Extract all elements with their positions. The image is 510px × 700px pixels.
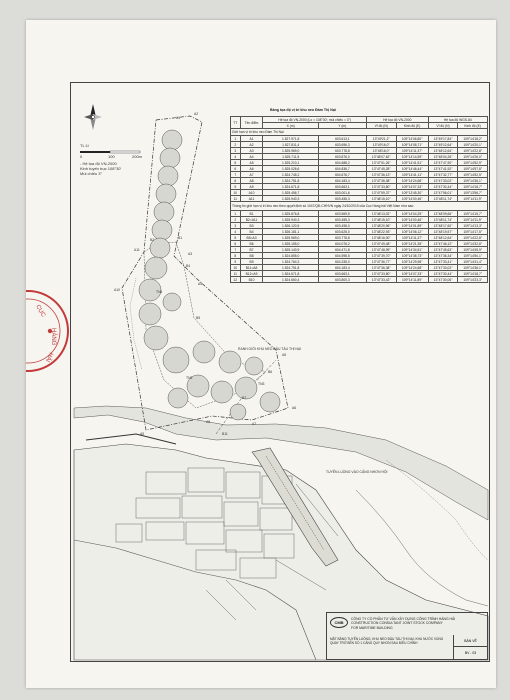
- table-cell: 109°14'22,8": [458, 148, 488, 154]
- table-cell: 13°48'15,10": [366, 217, 396, 223]
- table-cell: 13°49'21,2": [366, 136, 396, 142]
- table-cell: 109°14'20,1": [458, 142, 488, 148]
- table-cell: 109°14'23,3": [458, 277, 488, 283]
- company-line-2: CONSTRUCTION CONSULTANT JOINT STOCK COMPANY: [351, 621, 443, 626]
- table-title: Bảng tọa độ vị trí khu neo Đầm Thị Nại: [270, 108, 336, 112]
- table-cell: 109°14'52,5": [458, 172, 488, 178]
- table-cell: 109°14'01,89": [396, 223, 428, 229]
- table-cell: B12=A9: [240, 271, 263, 277]
- sheet-box: [453, 635, 487, 659]
- point-tn2: TN2: [186, 376, 193, 380]
- table-cell: 13°47'47,90": [428, 160, 458, 166]
- table-cell: 109°14'41,4": [458, 259, 488, 265]
- table-cell: 13°47'56,01": [428, 190, 458, 196]
- point-b1: B1: [178, 236, 183, 240]
- table-cell: 13°47'30,44": [428, 271, 458, 277]
- table-cell: 109°14'11,37": [396, 148, 428, 154]
- coordinate-table: [230, 116, 488, 283]
- table-cell: 4: [231, 229, 241, 235]
- point-a6: A6: [292, 406, 297, 410]
- table-cell: 603.778,8: [318, 235, 366, 241]
- table-cell: B3: [240, 223, 263, 229]
- table-cell: 109°14'52,9": [458, 160, 488, 166]
- table-cell: 13°47'30,06": [428, 277, 458, 283]
- table-cell: 8: [231, 178, 241, 184]
- table-cell: 2: [231, 142, 241, 148]
- table-cell: 109°14'11,9": [458, 196, 488, 202]
- scale-label-200: 200m: [132, 154, 143, 159]
- company-line-1: CÔNG TY CỔ PHẦN TƯ VẤN XÂY DỰNG CÔNG TRÌNH HÀNG HẢI: [351, 617, 456, 621]
- table-cell: 13°47'46,12": [428, 241, 458, 247]
- th-lat-1: Vĩ độ (N): [366, 123, 396, 129]
- table-cell: 109°13'45,30": [396, 190, 428, 196]
- sheet-number: BV - 03: [464, 651, 477, 655]
- table-cell: 13°48'11,74": [428, 196, 458, 202]
- table-cell: 13°48'04,26": [428, 154, 458, 160]
- table-cell: 603.569,5: [318, 211, 366, 217]
- table-cell: 13°47'36,77": [366, 259, 396, 265]
- table-cell: 13°47'36,34": [428, 253, 458, 259]
- table-cell: B4: [240, 229, 263, 235]
- table-cell: 13°47'59,37": [366, 190, 396, 196]
- boundary-label-c: TUYẾN LUỒNG VÀO CẢNG NHƠN HỘI: [326, 470, 388, 474]
- sheet-label: BẢN VẼ: [454, 635, 487, 647]
- company-line-3: FOR MARITIME BUILDING: [351, 625, 393, 630]
- table-cell: 13°47'33,80": [366, 184, 396, 190]
- table-cell: A11: [240, 196, 263, 202]
- table-cell: 13°47'33,02": [428, 265, 458, 271]
- legend-note-2: Kinh tuyến trục 108°30': [80, 166, 122, 171]
- table-cell: A8: [240, 178, 263, 184]
- table-cell: A1: [240, 136, 263, 142]
- table-cell: 604.836,7: [318, 166, 366, 172]
- boundary-label-a: RANH GIỚI KHU NEO ĐẬU TÀU THỊ NẠI: [238, 347, 302, 351]
- table-cell: B1: [240, 211, 263, 217]
- breakwater: [86, 434, 176, 444]
- table-cell: 604.676,7: [318, 172, 366, 178]
- table-cell: 1: [231, 211, 241, 217]
- table-cell: 109°14'04,25": [396, 211, 428, 217]
- table-cell: B9: [240, 259, 263, 265]
- table-cell: 109°14'14,59": [396, 154, 428, 160]
- point-b2: B2: [150, 238, 155, 242]
- table-cell: 1.524.671,8: [263, 184, 318, 190]
- table-cell: 13°48'16,0": [366, 148, 396, 154]
- table-cell: 1.524.671,8: [263, 271, 318, 277]
- table-cell: 1.525.026,6: [263, 166, 318, 172]
- point-b4: B4: [186, 264, 191, 268]
- scale-ratio: TL:1/: [80, 143, 90, 148]
- table-cell: 1.526.181,1: [263, 229, 318, 235]
- point-a2: A2: [194, 112, 199, 116]
- table-cell: 603.663,1: [318, 271, 366, 277]
- point-a10: A10: [114, 288, 121, 292]
- table-cell: 603.498,0: [318, 223, 366, 229]
- svg-text:CỤC: CỤC: [34, 304, 46, 319]
- point-tn1: TN1: [156, 290, 163, 294]
- table-cell: 109°14'21,35": [396, 241, 428, 247]
- table-cell: B2=A11: [240, 217, 263, 223]
- th-lat-2: Vĩ độ (N): [428, 123, 458, 129]
- table-cell: 603.876,0: [318, 154, 366, 160]
- project-title: MẶT BẰNG TUYẾN LUỒNG, KHU NEO ĐẬU TÀU THỊ NẠI, KHU NƯỚC VÙNG QUAY TRỞ BẾN SỐ 1 CẢNG QUY NHƠN SAU ĐIỀU CHỈNH: [330, 637, 444, 646]
- table-cell: 5: [231, 160, 241, 166]
- table-cell: 1: [231, 136, 241, 142]
- document-sheet: [26, 20, 496, 688]
- table-cell: 603.696,3: [318, 142, 366, 148]
- table-cell: A6: [240, 166, 263, 172]
- table-cell: 13°49'16,0": [366, 142, 396, 148]
- table-cell: 109°14'07,33": [396, 271, 428, 277]
- table-cell: 6: [231, 166, 241, 172]
- table-cell: 604.183,4: [318, 178, 366, 184]
- section-a-label: Giới hạn vị trí khu neo Đầm Thị Nại: [231, 129, 488, 136]
- table-cell: 109°14'08,71": [396, 142, 428, 148]
- table-cell: 13°47'36,38": [366, 265, 396, 271]
- table-cell: 5: [231, 235, 241, 241]
- legend-note-1: - Hệ tọa độ VN-2000: [80, 161, 117, 166]
- point-a11: A11: [134, 248, 140, 252]
- table-cell: 13°47'33,80": [366, 271, 396, 277]
- table-cell: 109°14'07,33": [396, 184, 428, 190]
- point-tn3: TN3: [258, 382, 265, 386]
- point-a9: A9: [140, 432, 145, 436]
- table-cell: 603.455,3: [318, 217, 366, 223]
- table-cell: 7: [231, 172, 241, 178]
- table-cell: 1.525.969,0: [263, 148, 318, 154]
- title-block: [326, 612, 488, 660]
- table-cell: 11: [231, 271, 241, 277]
- table-cell: A7: [240, 172, 263, 178]
- table-cell: 13°47'41,92": [428, 166, 458, 172]
- th-lon-2: Kinh độ (E): [458, 123, 488, 129]
- table-cell: 13°47'36,38": [366, 178, 396, 184]
- table-cell: 13°48'07,62": [366, 154, 396, 160]
- table-cell: 13°48'22,93": [366, 229, 396, 235]
- table-cell: 603.455,3: [318, 196, 366, 202]
- table-cell: 109°14'38,73": [396, 253, 428, 259]
- table-cell: 604.183,4: [318, 265, 366, 271]
- th-y: Y (m): [318, 123, 366, 129]
- table-cell: A5: [240, 160, 263, 166]
- table-cell: 109°14'11,9": [458, 217, 488, 223]
- table-cell: 603.800,3: [318, 277, 366, 283]
- point-a3: A3: [188, 252, 193, 256]
- table-cell: 13°48'12,64": [428, 235, 458, 241]
- table-cell: 109°14'46,44": [396, 166, 428, 172]
- table-cell: 13°48'11,74": [428, 217, 458, 223]
- table-cell: 13°48'16,00": [366, 235, 396, 241]
- table-cell: 1.525.969,0: [263, 235, 318, 241]
- table-cell: A2: [240, 142, 263, 148]
- svg-text:HÀNG: HÀNG: [50, 328, 56, 346]
- table-cell: 109°14'45,9": [458, 247, 488, 253]
- table-cell: 1.524.751,8: [263, 178, 318, 184]
- table-cell: 13°48'09,66": [428, 211, 458, 217]
- table-cell: B7: [240, 247, 263, 253]
- table-cell: 13°48'12,64": [428, 148, 458, 154]
- table-cell: 13°47'51,26": [366, 160, 396, 166]
- table-cell: 13°48'15,10": [366, 196, 396, 202]
- table-cell: 13°47'39,70": [366, 253, 396, 259]
- table-cell: A9: [240, 184, 263, 190]
- table-cell: 10: [231, 190, 241, 196]
- table-cell: A3: [240, 148, 263, 154]
- table-cell: 13°48'20,96": [366, 223, 396, 229]
- table-cell: 13°48'17,60": [428, 223, 458, 229]
- table-cell: 1.525.711,5: [263, 154, 318, 160]
- table-cell: 12: [231, 277, 241, 283]
- point-b6: B6: [268, 370, 273, 374]
- table-cell: 1.524.751,8: [263, 265, 318, 271]
- table-cell: 1.525.210,1: [263, 160, 318, 166]
- table-cell: 109°14'18,7": [458, 184, 488, 190]
- table-cell: B5=A3: [240, 235, 263, 241]
- table-cell: 109°14'06,12": [396, 229, 428, 235]
- table-cell: 109°14'17,5": [458, 229, 488, 235]
- point-a5: A5: [282, 353, 287, 357]
- table-cell: 109°14'41,11": [396, 172, 428, 178]
- table-cell: 2: [231, 217, 241, 223]
- table-cell: B10: [240, 277, 263, 283]
- table-cell: 1.524.855,0: [263, 253, 318, 259]
- th-wgs84: Hệ tọa độ WGS-84: [428, 117, 487, 123]
- table-cell: 603.625,0: [318, 229, 366, 235]
- point-a8: A8: [206, 420, 211, 424]
- table-cell: 1.525.140,9: [263, 247, 318, 253]
- table-cell: 1.525.456,7: [263, 190, 318, 196]
- table-cell: 1.524.660,4: [263, 277, 318, 283]
- point-b7: B7: [242, 396, 247, 400]
- table-cell: 9: [231, 259, 241, 265]
- table-cell: A10: [240, 190, 263, 196]
- table-cell: 1.527.971,8: [263, 136, 318, 142]
- table-cell: 13°47'36,13": [366, 172, 396, 178]
- th-tt: TT: [231, 117, 241, 129]
- table-cell: 1.524.745,2: [263, 172, 318, 178]
- table-cell: 109°14'29,98": [396, 259, 428, 265]
- table-cell: 13°47'33,42": [366, 277, 396, 283]
- table-cell: 109°14'41,51": [396, 160, 428, 166]
- table-cell: B11=A8: [240, 265, 263, 271]
- table-cell: 109°14'18,7": [458, 271, 488, 277]
- table-cell: 3: [231, 148, 241, 154]
- table-cell: 109°14'34,51": [396, 247, 428, 253]
- table-cell: 1.527.811,4: [263, 142, 318, 148]
- table-cell: 109°14'50,1": [458, 253, 488, 259]
- table-cell: 13°48'19,57": [428, 229, 458, 235]
- table-cell: 109°14'36,1": [458, 178, 488, 184]
- legend-note-3: Múi chiếu 3°: [80, 171, 103, 176]
- scale-label-100: 100: [108, 154, 115, 159]
- table-cell: 1.525.876,8: [263, 211, 318, 217]
- table-cell: 109°14'13,3": [458, 223, 488, 229]
- table-cell: A4: [240, 154, 263, 160]
- table-cell: 109°14'32,8": [458, 241, 488, 247]
- table-cell: 109°14'00,46": [396, 217, 428, 223]
- table-cell: 603.001,6: [318, 190, 366, 196]
- table-cell: 604.688,2: [318, 160, 366, 166]
- point-b11: B11: [222, 432, 228, 436]
- point-b5: B5: [196, 316, 201, 320]
- table-cell: 13°49'17,84": [428, 136, 458, 142]
- table-cell: 13°47'45,63": [428, 247, 458, 253]
- table-cell: 603.613,1: [318, 136, 366, 142]
- table-cell: 109°14'06,80": [396, 136, 428, 142]
- point-a4: A4: [198, 282, 203, 286]
- table-cell: 9: [231, 184, 241, 190]
- table-cell: 13°47'33,02": [428, 178, 458, 184]
- table-cell: 13°47'33,41": [428, 259, 458, 265]
- point-a7: A7: [252, 422, 257, 426]
- table-cell: 109°14'24,68": [396, 265, 428, 271]
- table-cell: 13°47'32,77": [428, 172, 458, 178]
- table-cell: 603.663,1: [318, 184, 366, 190]
- official-seal-icon: [26, 276, 72, 386]
- north-arrow-icon: [82, 102, 104, 132]
- svg-text:HẢI: HẢI: [43, 351, 54, 363]
- th-x: X (m): [263, 123, 318, 129]
- table-cell: 13°47'48,99": [366, 247, 396, 253]
- table-cell: 7: [231, 247, 241, 253]
- table-cell: 109°14'36,1": [458, 265, 488, 271]
- table-cell: 1.525.940,3: [263, 217, 318, 223]
- th-point: Tên điểm: [240, 117, 263, 129]
- table-cell: 109°14'15,7": [458, 211, 488, 217]
- table-cell: 1.526.120,5: [263, 223, 318, 229]
- th-vn2000: Hệ tọa độ VN-2000: [366, 117, 428, 123]
- company-logo: CMB: [330, 617, 348, 628]
- table-cell: 3: [231, 223, 241, 229]
- table-cell: 13°48'13,02": [366, 211, 396, 217]
- table-cell: 109°13'56,7": [458, 190, 488, 196]
- table-cell: 109°14'18,2": [458, 136, 488, 142]
- table-cell: 109°14'00,46": [396, 196, 428, 202]
- table-cell: 604.335,0: [318, 259, 366, 265]
- table-cell: 1.525.940,3: [263, 196, 318, 202]
- th-vn2000-local: Hệ tọa độ VN-2000 (Lo = 108°30'; múi chiếu = 3°): [263, 117, 366, 123]
- table-cell: 4: [231, 154, 241, 160]
- section-b-label: Thông tin giới hạn vị trí khu neo theo quyết định số 1047/QĐ-CHHVN ngày 24/10/2019 của Cục Hàng hải Việt Nam như sau:: [231, 202, 488, 211]
- scale-label-0: 0: [80, 154, 83, 159]
- table-cell: 109°14'22,8": [458, 235, 488, 241]
- table-cell: B6: [240, 241, 263, 247]
- th-lon-1: Kinh độ (E): [396, 123, 428, 129]
- company-name: [351, 617, 455, 630]
- table-cell: 109°14'57,8": [458, 166, 488, 172]
- table-cell: 109°14'11,89": [396, 277, 428, 283]
- table-cell: 604.598,5: [318, 253, 366, 259]
- table-cell: 1.525.155,0: [263, 241, 318, 247]
- table-row: [231, 277, 488, 283]
- table-cell: 109°14'24,68": [396, 178, 428, 184]
- table-cell: 13°49'12,64": [428, 142, 458, 148]
- table-cell: 603.778,8: [318, 148, 366, 154]
- table-cell: 13°47'49,48": [366, 241, 396, 247]
- table-cell: 604.471,8: [318, 247, 366, 253]
- point-a1: A1: [176, 116, 181, 120]
- table-cell: 8: [231, 253, 241, 259]
- table-cell: 13°47'30,44": [428, 184, 458, 190]
- table-cell: 11: [231, 196, 241, 202]
- table-cell: 109°14'11,37": [396, 235, 428, 241]
- table-cell: 6: [231, 241, 241, 247]
- table-cell: B8: [240, 253, 263, 259]
- table-cell: 604.076,2: [318, 241, 366, 247]
- table-cell: 1.524.764,3: [263, 259, 318, 265]
- table-cell: 109°14'26,0": [458, 154, 488, 160]
- table-cell: 13°47'45,28": [366, 166, 396, 172]
- table-cell: 10: [231, 265, 241, 271]
